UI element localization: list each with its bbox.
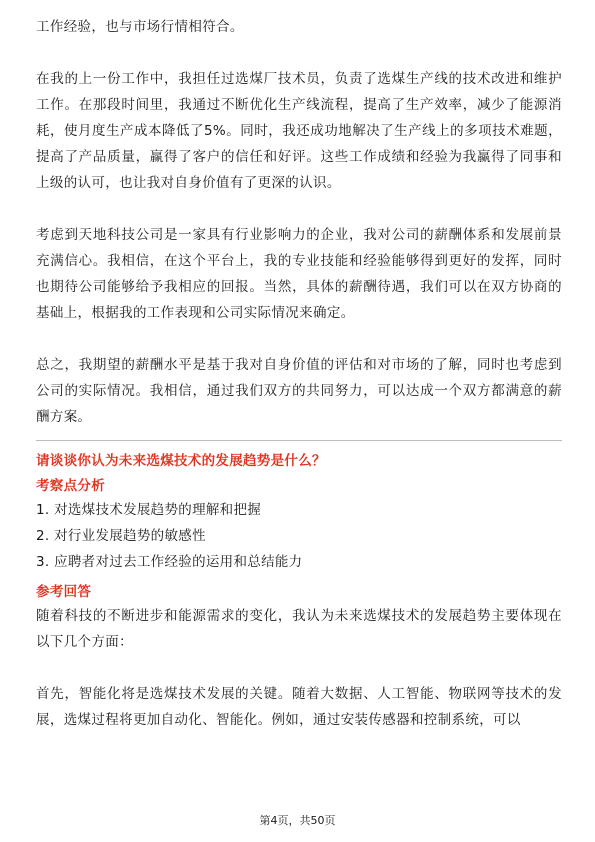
section-divider <box>36 440 562 441</box>
body-paragraph-3: 考虑到天地科技公司是一家具有行业影响力的企业，我对公司的薪酬体系和发展前景充满信心。我相信，在这个平台上，我的专业技能和经验能够得到更好的发挥，同时也期待公司能够给予我相应的回报。当然，具体的薪酬待遇，我们可以在双方协商的基础上，根据我的工作表现和公司实际情况来确定。 <box>36 227 562 321</box>
answer-heading: 参考回答 <box>36 584 92 600</box>
analysis-heading: 考察点分析 <box>36 478 105 494</box>
analysis-point-2: 2. 对行业发展趋势的敏感性 <box>36 528 206 544</box>
analysis-point-1: 1. 对选煤技术发展趋势的理解和把握 <box>36 502 262 518</box>
body-paragraph-1: 工作经验，也与市场行情相符合。 <box>36 19 244 35</box>
body-paragraph-4: 总之，我期望的薪酬水平是基于我对自身价值的评估和对市场的了解，同时也考虑到公司的实际情况。我相信，通过我们双方的共同努力，可以达成一个双方都满意的薪酬方案。 <box>36 357 562 425</box>
analysis-point-3: 3. 应聘者对过去工作经验的运用和总结能力 <box>36 554 303 570</box>
answer-paragraph-2: 首先，智能化将是选煤技术发展的关键。随着大数据、人工智能、物联网等技术的发展，选煤过程将更加自动化、智能化。例如，通过安装传感器和控制系统，可以 <box>36 686 562 728</box>
answer-paragraph-1: 随着科技的不断进步和能源需求的变化，我认为未来选煤技术的发展趋势主要体现在以下几个方面： <box>36 608 562 650</box>
interview-question: 请谈谈你认为未来选煤技术的发展趋势是什么？ <box>36 453 326 469</box>
body-paragraph-2: 在我的上一份工作中，我担任过选煤厂技术员，负责了选煤生产线的技术改进和维护工作。在那段时间里，我通过不断优化生产线流程，提高了生产效率，减少了能源消耗，使月度生产成本降低了5%。同时，我还成功地解决了生产线上的多项技术难题，提高了产品质量，赢得了客户的信任和好评。这些工作成绩和经验为我赢得了同事和上级的认可，也让我对自身价值有了更深的认识。 <box>36 71 562 191</box>
analysis-list <box>36 497 562 575</box>
page-content <box>36 14 562 733</box>
page-footer: 第4页，共50页 <box>259 814 336 827</box>
